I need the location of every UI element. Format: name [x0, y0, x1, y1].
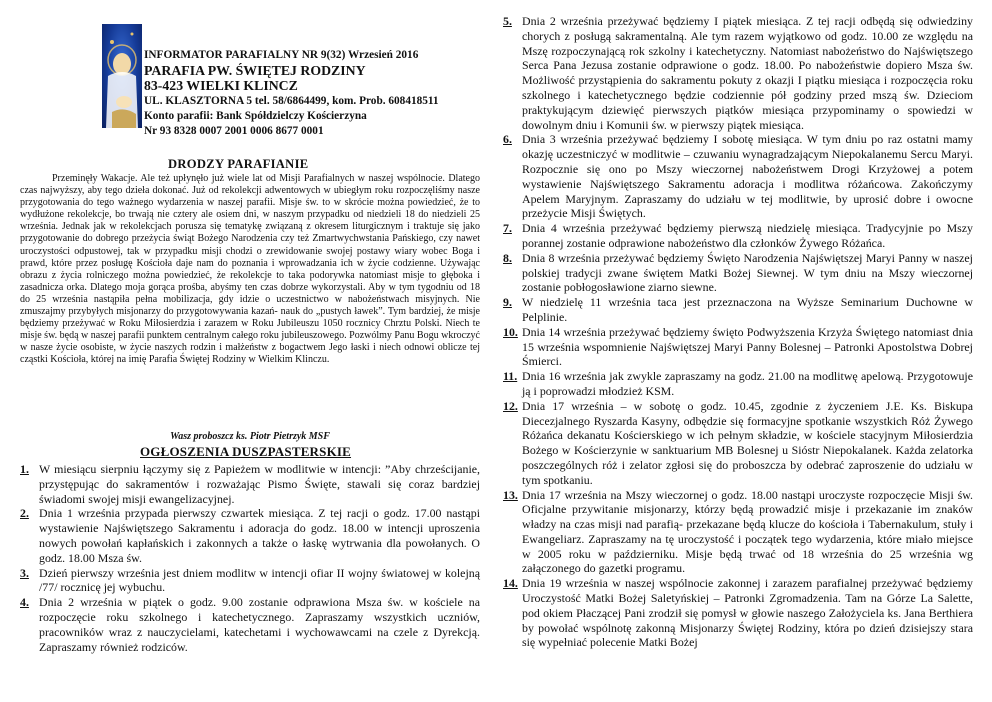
item-number: 13.	[503, 487, 518, 502]
parish-name: PARAFIA PW. ŚWIĘTEJ RODZINY	[144, 63, 366, 79]
announcement-item	[503, 295, 973, 325]
announcement-item	[20, 462, 480, 506]
bulletin-number: INFORMATOR PARAFIALNY NR 9(32) Wrzesień 2016	[144, 49, 419, 61]
item-number: 10.	[503, 324, 518, 339]
item-text: Dnia 17 września – w sobotę o godz. 10.45, zgodnie z życzeniem J.E. Ks. Biskupa Diecezjalnego Ryszarda Kasyny, odbędzie się formacyjne spotkanie wszystkich Róż Żywego Różańca dekanatu Kościerskiego w ich pełnym składzie, w kościele stacyjnym Miłosierdzia Bożego w Kościerzynie w sanktuarium MB Bolesnej u Sióstr Niepokalanek. Każda zelatorka poszczególnych róż i zelator zgłosi się do proboszcza by odebrać zaproszenie do udziału w tym spotkaniu.	[522, 398, 973, 487]
announcement-item	[503, 251, 973, 295]
item-number: 3.	[20, 565, 29, 580]
item-text: Dnia 16 września jak zwykle zapraszamy na godz. 21.00 na modlitwę apelową. Przygotowuje ją i poprowadzi młodzież KSM.	[522, 369, 973, 398]
announcements-list-right	[503, 14, 973, 650]
announcements-list-left	[20, 462, 480, 654]
item-text: Dnia 8 września przeżywać będziemy Święto Narodzenia Najświętszej Maryi Panny w naszej polskiej tradycji zwane świętem Matki Bożej Siewnej. W tym dniu na Mszy wieczornej zostanie pobłogosławione ziarno siewne.	[522, 250, 973, 295]
item-number: 7.	[503, 221, 512, 236]
item-number: 6.	[503, 132, 512, 147]
item-number: 8.	[503, 250, 512, 265]
item-number: 9.	[503, 295, 512, 310]
announcements-title: OGŁOSZENIA DUSZPASTERSKIE	[140, 444, 352, 459]
item-number: 4.	[20, 595, 29, 610]
item-text: Dzień pierwszy września jest dniem modlitw w intencji ofiar II wojny światowej w kolejną /77/ rocznicę jej wybuchu.	[39, 565, 480, 595]
intro-text	[20, 173, 480, 367]
parish-postal-code: 83-423 WIELKI KLINCZ	[144, 78, 298, 94]
announcement-item	[503, 325, 973, 369]
item-text: Dnia 2 września przeżywać będziemy I piątek miesiąca. Z tej racji odbędą się odwiedziny chorych z posługą sakramentalną. Ale tym razem wyjątkowo od godz. 10.00 ze względu na Mszę rozpoczynającą rok szkolny i katechetyczny. Natomiast nabożeństwo do Najświętszego Serca Pana Jezusa zostanie odprawione o godz. 18.00. Po nabożeństwie dopiero Msza św. Możliwość przystąpienia do sakramentu pokuty z okazji I piątku miesiąca i rozpoczęcia roku szkolnego i katechetycznego będzie codziennie pół godziny przed mszą św. Dzieciom praktykującym dziewięć pierwszych piątków miesiąca przypominamy o spowiedzi w dowolnym dniu i Komunii św. w pierwszy piątek miesiąca.	[522, 14, 973, 132]
announcement-item	[20, 566, 480, 596]
announcement-item	[503, 369, 973, 399]
item-number: 5.	[503, 14, 512, 28]
parish-header	[144, 48, 466, 144]
announcement-item	[503, 488, 973, 577]
announcement-item	[503, 399, 973, 488]
item-text: W niedzielę 11 września taca jest przeznaczona na Wyższe Seminarium Duchowne w Pelplinie.	[522, 295, 973, 324]
item-text: Dnia 19 września w naszej wspólnocie zakonnej i zarazem parafialnej przeżywać będziemy Uroczystość Matki Bożej Saletyńskiej – Patronki Zgromadzenia. Tam na Górze La Salette, pod okiem Płaczącej Pani zrodził się pomysł w głowie naszego Założyciela ks. Jana Berthiera by powołać wspólnotę zakonną Misjonarzy Świętej Rodziny, która po dzień dzisiejszy stara się wypełniać polecenie Matki Bożej	[522, 576, 973, 650]
signature: Wasz proboszcz ks. Piotr Pietrzyk MSF	[170, 431, 330, 442]
item-text: Dnia 17 września na Mszy wieczornej o godz. 18.00 nastąpi uroczyste rozpoczęcie Misji św. Oficjalne przywitanie misjonarzy, którzy będą prowadzić misje i przekazanie im znaków władzy na czas misji nad parafią- przekazane będą klucze do kościoła i Tabernakulum, stuły i Ewangeliarz. Zapraszamy na tę uroczystość i początek tego wydarzenia, które miało miejsce w 2005 roku w październiku. Misje będą trwać od 18 września do 25 września wg załączonego do gazetki programu.	[522, 487, 973, 576]
item-number: 14.	[503, 576, 518, 591]
item-number: 1.	[20, 462, 29, 476]
item-number: 11.	[503, 369, 518, 384]
item-number: 2.	[20, 506, 29, 521]
intro-paragraph: Przeminęły Wakacje. Ale też upłynęło już wiele lat od Misji Parafialnych w naszej wspólnocie. Dlatego czas najwyższy, aby tego dzieła dokonać. Już od rekolekcji adwentowych w ubiegłym roku rozpoczęliśmy nasze przygotowania do tego ważnego wydarzenia w naszej parafii. Misje św. to w skrócie można powiedzieć, że to wydłużone rekolekcje, bo trwają nie cztery ale osiem dni, w naszym przypadku od niedzieli 18 do niedzieli 25 września. Jednak jak w rekolekcjach porusza się tematykę związaną z okresem liturgicznym i traktuje się jako przygotowanie do dobrego przeżycia świąt Bożego Narodzenia czy też Zmartwychwstania Pańskiego, czy nawet uroczystości odpustowej, tak w przypadku misji chodzi o zrewidowanie swojej postawy wiary wobec Boga i prawd, które przez posługę Kościoła daje nam do poznania i wprowadzania ich w życie codzienne. Używając obrazu z życia rolniczego można powiedzieć, że rekolekcje to taka podorywka natomiast misje to głęboka i zasadnicza orka. Dlatego moja gorąca prośba, abyśmy ten czas dobrze wykorzystali. Aby w tym tygodniu od 18 do 25 września nastąpiła pełna mobilizacja, gdy idzie o uczestnictwo w nabożeństwach misyjnych. Nie zmuszajmy przybyłych misjonarzy do przygotowywania kazań- nauk do „pustych ławek”. Tym bardziej, że misje będziemy przeżywać w Roku Miłosierdzia i zarazem w Roku Jubileuszu 1050 rocznicy Chrztu Polski. Niech te misje św. będą w naszej parafii punktem centralnym całego roku jubileuszowego. Pozwólmy Panu Bogu wkroczyć w nasze życie osobiste, w życie naszych rodzin i małżeństw z bogactwem Jego łaski i niech odnowi oblicze tej cząstki Kościoła, której na imię Parafia Świętej Rodziny w Wielkim Klinczu.	[20, 173, 480, 366]
announcement-item	[503, 14, 973, 132]
item-number: 12.	[503, 398, 518, 413]
item-text: Dnia 1 września przypada pierwszy czwartek miesiąca. Z tej racji o godz. 17.00 nastąpi wystawienie Najświętszego Sakramentu i adoracja do godz. 18.00 w intencji uproszenia nowych powołań kapłańskich i zakonnych a także o łaskę wytrwania dla powołanych. O godz. 18.00 Msza św.	[39, 506, 480, 565]
announcement-item	[20, 595, 480, 654]
item-text: W miesiącu sierpniu łączymy się z Papieżem w modlitwie w intencji: ”Aby chrześcijanie, przystępując do sakramentów i rozważając Pismo Święte, stawali się coraz bardziej świadomi swojej misji ewangelizacyjnej.	[39, 462, 480, 506]
announcement-item	[503, 221, 973, 251]
announcement-item	[503, 576, 973, 650]
item-text: Dnia 2 września w piątek o godz. 9.00 zostanie odprawiona Msza św. w kościele na rozpoczęcie roku szkolnego i katechetycznego. Zapraszamy wszystkich uczniów, pracowników wraz z nauczycielami, katechetami i wychowawcami na czele z Dyrekcją. Zapraszamy również rodziców.	[39, 595, 480, 654]
right-column	[503, 14, 973, 650]
parish-address: UL. KLASZTORNA 5 tel. 58/6864499, kom. Prob. 608418511	[144, 94, 439, 107]
bank-account: Nr 93 8328 0007 2001 0006 8677 0001	[144, 125, 324, 138]
bank-name: Konto parafii: Bank Spółdzielczy Kościerzyna	[144, 109, 367, 122]
item-text: Dnia 3 września przeżywać będziemy I sobotę miesiąca. W tym dniu po raz ostatni mamy okazję uczestniczyć w modlitwie – czuwaniu wynagradzającym Niepokalanemu Sercu Maryi. Rozpocznie się ono po Mszy wieczornej nabożeństwem Drogi Krzyżowej a potem wystawienie Najświętszego Sakramentu adoracja i modlitwa różańcowa. Zakończymy Apelem Maryjnym. Zapraszamy do udziału w tej modlitwie, by uprosić dobre i owocne przeżycie Misji Świętych.	[522, 132, 973, 221]
holy-family-nativity-icon	[102, 24, 142, 128]
item-text: Dnia 14 września przeżywać będziemy święto Podwyższenia Krzyża Świętego natomiast dnia 15 września wspomnienie Najświętszej Maryi Panny Bolesnej – Patronki Apostolstwa Dobrej Śmierci.	[522, 324, 973, 369]
intro-title: DRODZY PARAFIANIE	[168, 157, 309, 171]
item-text: Dnia 4 września przeżywać będziemy pierwszą niedzielę miesiąca. Tradycyjnie po Mszy porannej zostanie odprawione nabożeństwo dla członków Żywego Różańca.	[522, 221, 973, 250]
announcement-item	[20, 506, 480, 565]
announcement-item	[503, 132, 973, 221]
